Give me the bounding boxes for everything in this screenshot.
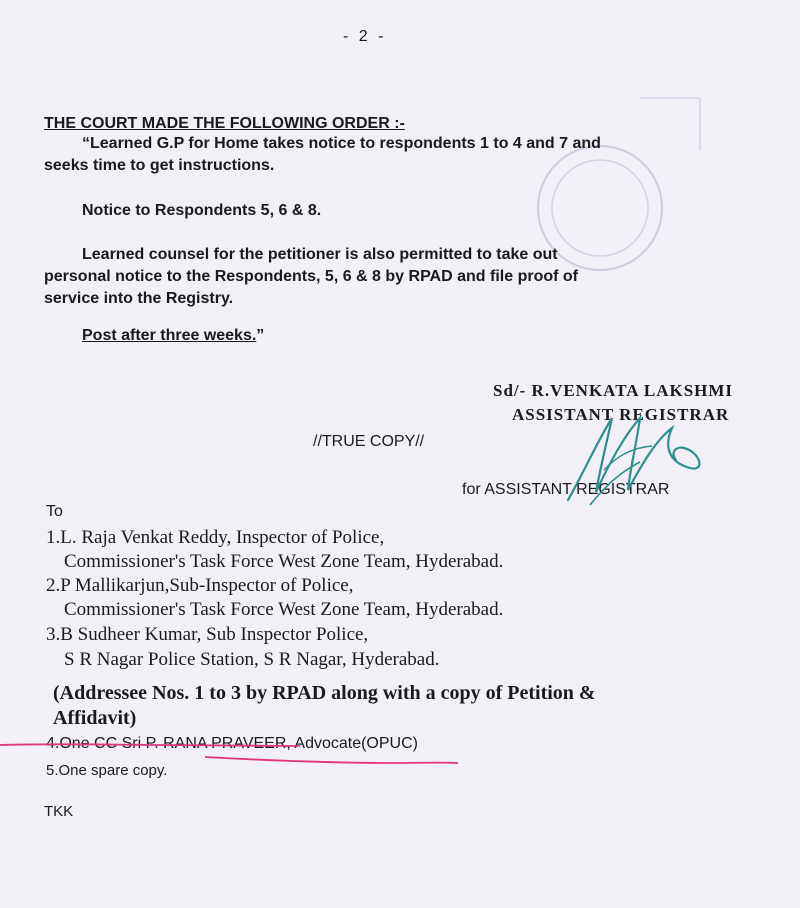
recipient-3-line-1: 3.B Sudheer Kumar, Sub Inspector Police, bbox=[46, 624, 369, 645]
recipient-3-line-2: S R Nagar Police Station, S R Nagar, Hyderabad. bbox=[64, 649, 440, 670]
recipient-1-line-1: 1.L. Raja Venkat Reddy, Inspector of Police, bbox=[46, 527, 385, 548]
recipient-2-line-2: Commissioner's Task Force West Zone Team, Hyderabad. bbox=[64, 599, 504, 620]
order-paragraph-3-line-2: personal notice to the Respondents, 5, 6 & 8 by RPAD and file proof of bbox=[44, 268, 578, 285]
to-label: To bbox=[46, 503, 63, 520]
page-number: - 2 - bbox=[343, 28, 387, 45]
cc-advocate: 4.One CC Sri P. RANA PRAVEER, Advocate(OPUC) bbox=[46, 735, 418, 752]
order-paragraph-3-line-1: Learned counsel for the petitioner is also permitted to take out bbox=[82, 246, 558, 263]
initials: TKK bbox=[44, 803, 74, 820]
closing-quote: ” bbox=[256, 327, 265, 344]
order-paragraph-1-line-1: “Learned G.P for Home takes notice to respondents 1 to 4 and 7 and bbox=[82, 135, 601, 152]
addressee-note-line-2: Affidavit) bbox=[53, 707, 137, 729]
signatory-title: ASSISTANT REGISTRAR bbox=[512, 405, 730, 424]
recipient-2-line-1: 2.P Mallikarjun,Sub-Inspector of Police, bbox=[46, 575, 354, 596]
addressee-note-line-1: (Addressee Nos. 1 to 3 by RPAD along with a copy of Petition & bbox=[53, 682, 596, 704]
order-paragraph-2: Notice to Respondents 5, 6 & 8. bbox=[82, 202, 322, 219]
for-assistant-registrar: for ASSISTANT REGISTRAR bbox=[462, 481, 670, 498]
spare-copy: 5.One spare copy. bbox=[46, 762, 168, 779]
order-paragraph-3-line-3: service into the Registry. bbox=[44, 290, 234, 307]
order-heading: THE COURT MADE THE FOLLOWING ORDER :- bbox=[44, 115, 405, 132]
true-copy-label: //TRUE COPY// bbox=[313, 433, 425, 450]
signatory-name: Sd/- R.VENKATA LAKSHMI bbox=[493, 381, 734, 400]
post-instruction-text: Post after three weeks. bbox=[82, 327, 257, 344]
order-paragraph-1-line-2: seeks time to get instructions. bbox=[44, 157, 275, 174]
recipient-1-line-2: Commissioner's Task Force West Zone Team, Hyderabad. bbox=[64, 551, 504, 572]
